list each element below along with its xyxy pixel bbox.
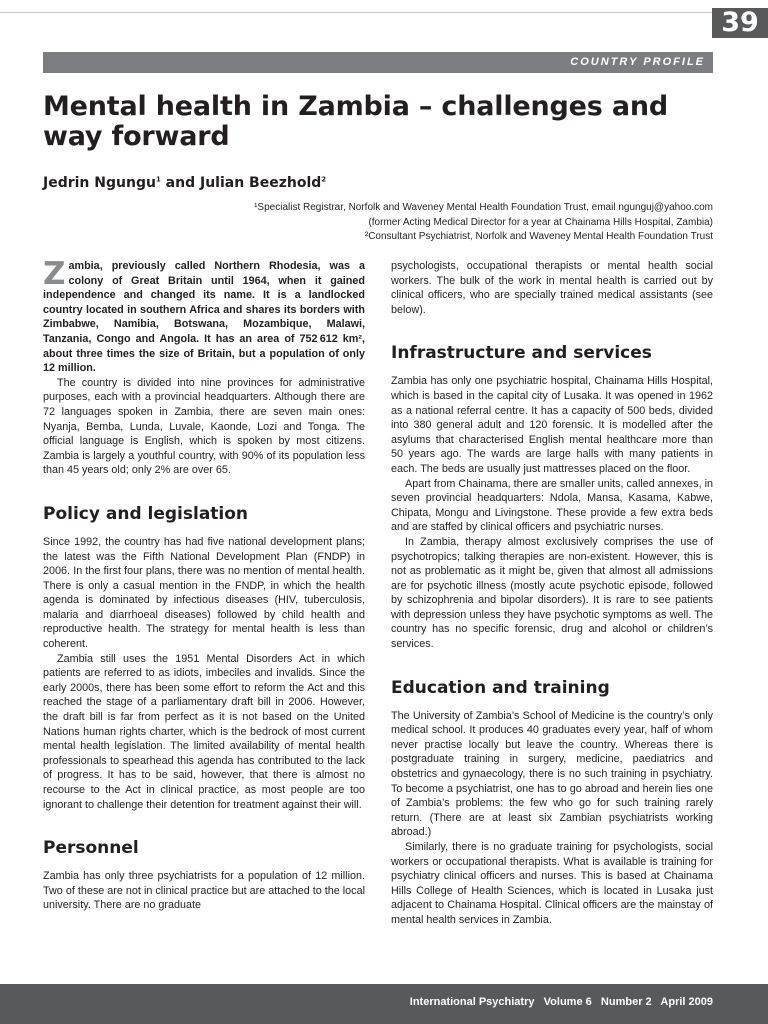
- personnel-paragraph-1: Zambia has only three psychiatrists for a population of 12 million. Two of these are not in clinical practice but are attached to the local university. There are no graduate: [43, 870, 365, 912]
- heading-education: Education and training: [391, 677, 610, 698]
- heading-personnel: Personnel: [43, 838, 139, 859]
- journal-footer: International Psychiatry Volume 6 Number 2 April 2009: [0, 984, 768, 1024]
- affiliation-2: ²Consultant Psychiatrist, Norfolk and Waveney Mental Health Foundation Trust: [364, 231, 713, 242]
- section-label: COUNTRY PROFILE: [43, 52, 713, 73]
- education-paragraph-2: Similarly, there is no graduate training for psychologists, social workers or occupational therapists. What is available is training for psychiatry clinical officers and nurses. This is based at Chainama Hills College of Health Sciences, which is located in Lusaka just adjacent to Chainama Hospital. Clinical officers are the mainstay of mental health services in Zambia.: [391, 841, 713, 926]
- heading-policy: Policy and legislation: [43, 503, 249, 524]
- personnel-paragraph-1-cont: psychologists, occupational therapists or mental health social workers. The bulk of the work in mental health is carried out by clinical officers, who are specially trained medical assistants (see below).: [391, 260, 713, 316]
- infrastructure-paragraph-2: Apart from Chainama, there are smaller units, called annexes, in seven provincial headquarters: Ndola, Mansa, Kasama, Kabwe, Chipata, Mongu and Livingstone. These provide a few extra beds and are staffed by clinical officers and psychiatric nurses.: [391, 477, 713, 534]
- drop-cap: Z: [43, 256, 66, 292]
- policy-paragraph-1: Since 1992, the country has had five national development plans; the latest was the Fifth National Development Plan (FNDP) in 2006. In the first four plans, there was no mention of mental health. There is only a casual mention in the FNDP, in which the health agenda is dominated by infectious diseases (HIV, tuberculosis, malaria and diarrhoeal diseases) followed by child health and reproductive health. The strategy for mental health is less than coherent.: [43, 535, 365, 651]
- policy-paragraph-2: Zambia still uses the 1951 Mental Disorders Act in which patients are referred to as idiots, imbeciles and invalids. Since the early 2000s, there has been some effort to reform the Act and this reached the stage of a parliamentary draft bill in 2006. However, the draft bill is far from perfect as it is not based on the United Nations human rights charter, which is the bedrock of most current mental health legislation. The limited availability of mental health professionals to spearhead this agenda has contributed to the lack of progress. It has to be said, however, that there is almost no recourse to the Act in clinical practice, as most people are too ignorant to challenge their detention for treatment against their will.: [43, 652, 365, 811]
- infrastructure-paragraph-1: Zambia has only one psychiatric hospital, Chainama Hills Hospital, which is based in the capital city of Lusaka. It was opened in 1962 as a national referral centre. It has a capacity of 500 beds, divided into 380 general adult and 120 forensic. It is modelled after the asylums that characterised English mental healthcare more than 50 years ago. The wards are large halls with many patients in each. The beds are usually just mattresses placed on the floor.: [391, 375, 713, 475]
- intro-paragraph-2: The country is divided into nine provinces for administrative purposes, each with a provincial headquarters. Although there are 72 languages spoken in Zambia, there are seven main ones: Nyanja, Bemba, Lunda, Luvale, Kaonde, Lozi and Tonga. The official language is English, which is spoken by most citizens. Zambia is largely a youthful country, with 90% of its population less than 45 years old; only 2% are over 65.: [43, 376, 365, 477]
- page-number: 39: [712, 8, 768, 38]
- left-column: [43, 256, 365, 913]
- right-column: [391, 259, 713, 928]
- affiliations: [150, 201, 713, 245]
- article-title: Mental health in Zambia – challenges and way forward: [43, 91, 668, 152]
- affiliation-1: ¹Specialist Registrar, Norfolk and Waveney Mental Health Foundation Trust, email ngunguj@yahoo.com: [254, 202, 713, 213]
- infrastructure-paragraph-3: In Zambia, therapy almost exclusively comprises the use of psychotropics; talking therapies are non-existent. However, this is not as problematic as it might be, given that almost all admissions are for psychotic illness (mostly acute psychotic episode, followed by schizophrenia and bipolar disorders). It is rare to see patients with depression unless they have psychotic symptoms as well. The country has no specific forensic, drug and alcohol or children’s services.: [391, 535, 713, 651]
- intro-paragraph: [43, 256, 365, 376]
- intro-text: ambia, previously called Northern Rhodesia, was a colony of Great Britain until 1964, when it gained independence and changed its name. It is a landlocked country located in southern Africa and shares its borders with Zimbabwe, Namibia, Botswana, Mozambique, Malawi, Tanzania, Congo and Angola. It has an area of 752 612 km², about three times the size of Britain, but a population of only 12 million.: [43, 260, 365, 375]
- education-paragraph-1: The University of Zambia’s School of Medicine is the country’s only medical school. It produces 40 graduates every year, half of whom never practise locally but leave the country. Whereas there is postgraduate training in surgery, medicine, paediatrics and obstetrics and gynaecology, there is no such training in psychiatry. To become a psychiatrist, one has to go abroad and herein lies one of Zambia’s problems: the few who go for such training rarely return. (There are at least six Zambian psychiatrists working abroad.): [391, 709, 713, 839]
- affiliation-1-cont: (former Acting Medical Director for a year at Chainama Hills Hospital, Zambia): [368, 216, 713, 228]
- top-rule: [0, 12, 712, 13]
- author-1: Jedrin Ngungu: [43, 175, 156, 191]
- author-1-sup: 1: [155, 175, 161, 184]
- heading-infrastructure: Infrastructure and services: [391, 343, 652, 364]
- author-2-sup: 2: [321, 175, 327, 184]
- author-2: Julian Beezhold: [200, 175, 322, 191]
- author-line: [43, 175, 326, 191]
- author-connector: and: [160, 175, 200, 191]
